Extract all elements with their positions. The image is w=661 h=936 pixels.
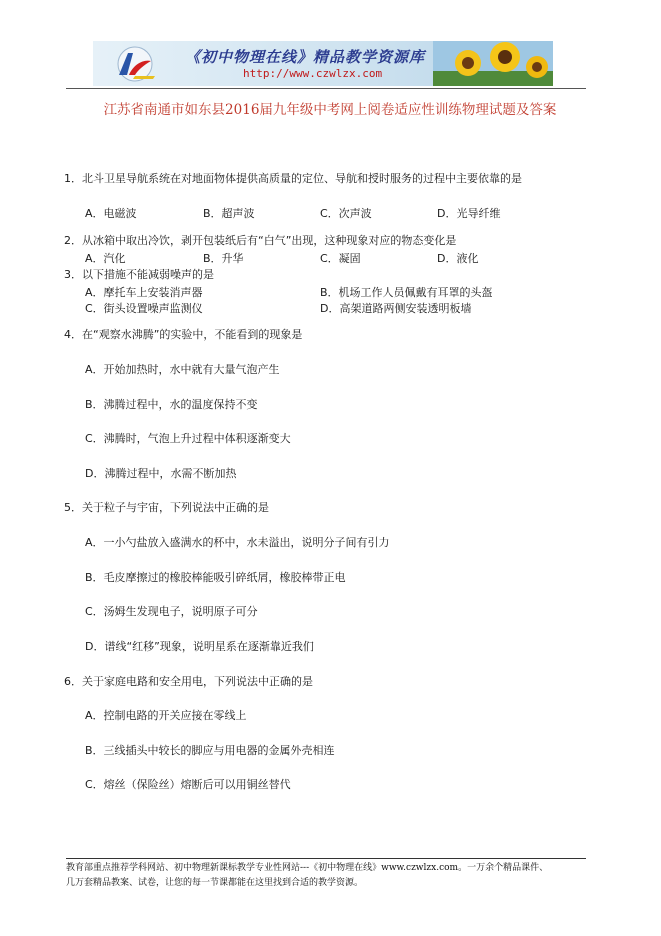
q1-option-a: A．电磁波 [85,207,137,220]
sunflower-image [433,41,553,86]
question-1: 1．北斗卫星导航系统在对地面物体提供高质量的定位、导航和授时服务的过程中主要依靠的是 [64,172,522,185]
question-2: 2．从冰箱中取出冷饮，剥开包装纸后有“白气”出现，这种现象对应的物态变化是 [64,234,457,247]
q3-option-d: D．高架道路两侧安装透明板墙 [320,302,472,315]
footer-divider [66,858,586,859]
document-title: 江苏省南通市如东县2016届九年级中考网上阅卷适应性训练物理试题及答案 [103,102,557,118]
q2-option-b: B．升华 [203,252,244,265]
question-6: 6．关于家庭电路和安全用电，下列说法中正确的是 [64,675,313,688]
banner-url[interactable]: http://www.czwlzx.com [243,67,383,80]
q5-option-a: A．一小勺盐放入盛满水的杯中，水未溢出，说明分子间有引力 [85,536,390,549]
q6-option-c: C．熔丝（保险丝）熔断后可以用铜丝替代 [85,778,291,791]
q4-option-d: D．沸腾过程中，水需不断加热 [85,467,237,480]
q2-option-d: D．液化 [437,252,479,265]
q3-option-a: A．摩托车上安装消声器 [85,286,203,299]
question-5: 5．关于粒子与宇宙，下列说法中正确的是 [64,501,269,514]
question-4: 4．在“观察水沸腾”的实验中，不能看到的现象是 [64,328,303,341]
q4-option-a: A．开始加热时，水中就有大量气泡产生 [85,363,280,376]
header-divider [66,88,586,89]
q5-option-d: D．谱线“红移”现象，说明星系在逐渐靠近我们 [85,640,314,653]
q3-option-c: C．街头设置噪声监测仪 [85,302,203,315]
page-footer [66,861,596,891]
q5-option-c: C．汤姆生发现电子，说明原子可分 [85,605,258,618]
q5-option-b: B．毛皮摩擦过的橡胶棒能吸引碎纸屑，橡胶棒带正电 [85,571,346,584]
site-logo-icon [111,45,159,83]
question-3: 3．以下措施不能减弱噪声的是 [64,268,214,281]
q3-option-b: B．机场工作人员佩戴有耳罩的头盔 [320,286,493,299]
q1-option-c: C．次声波 [320,207,372,220]
banner-title: 《初中物理在线》精品教学资源库 [185,48,426,66]
q2-option-c: C．凝固 [320,252,361,265]
q1-option-d: D．光导纤维 [437,207,501,220]
q4-option-b: B．沸腾过程中，水的温度保持不变 [85,398,258,411]
q2-option-a: A．汽化 [85,252,126,265]
q6-option-a: A．控制电路的开关应接在零线上 [85,709,247,722]
q6-option-b: B．三线插头中较长的脚应与用电器的金属外壳相连 [85,744,335,757]
header-banner [93,41,553,86]
footer-line-2: 几万套精品教案、试卷，让您的每一节课都能在这里找到合适的教学资源。 [66,878,364,888]
q1-option-b: B．超声波 [203,207,255,220]
footer-line-1: 教育部重点推荐学科网站、初中物理新课标教学专业性网站---《初中物理在线》www.czwlzx.com。一万余个精品课件、 [66,863,549,873]
q4-option-c: C．沸腾时，气泡上升过程中体积逐渐变大 [85,432,291,445]
